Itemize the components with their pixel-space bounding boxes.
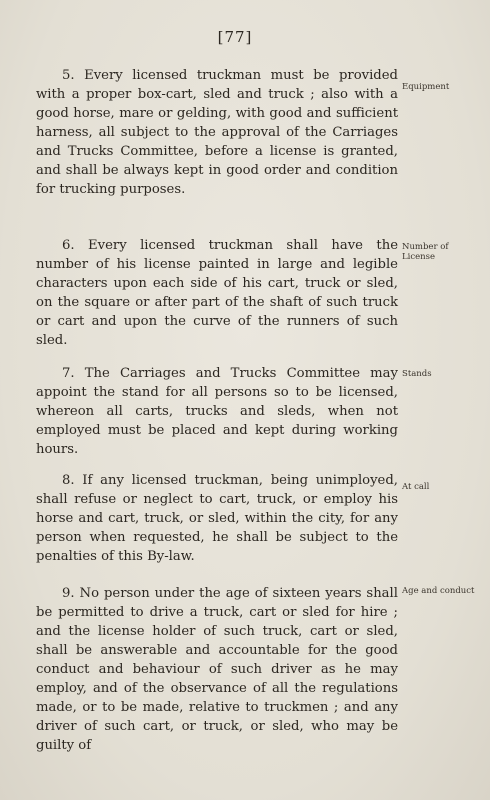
margin-note-equipment: Equipment [402,82,450,92]
margin-note-number-of-license: Number of License [402,242,449,262]
paragraph-5 [36,66,398,199]
margin-note-stands: Stands [402,369,432,379]
page-number: [77] [217,28,253,46]
paragraph-6-text: 6. Every licensed truckman shall have the number of his license painted in large and legible characters upon each side of his cart, truck or sled, on the square or after part of the shaft of such truck or cart and upon the curve of the runners of such sled. [36,238,398,348]
paragraph-9-text: 9. No person under the age of sixteen years shall be permitted to drive a truck, cart or sled for hire ; and the license holder of such truck, cart or sled, shall be answerable and accountable for the good conduct and behaviour of such driver as he may employ, and of the observance of all the regulations made, or to be made, relative to truckmen ; and any driver of such cart, or truck, or sled, who may be guilty of [36,586,398,753]
paragraph-7-text: 7. The Carriages and Trucks Committee may appoint the stand for all persons so to be licensed, whereon all carts, trucks and sleds, when not employed must be placed and kept during working hours. [36,366,398,457]
paragraph-5-text: 5. Every licensed truckman must be provided with a proper box-cart, sled and truck ; also with a good horse, mare or gelding, with good and sufficient harness, all subject to the approval of the Carriages and Trucks Committee, before a license is granted, and shall be always kept in good order and condition for trucking purposes. [36,68,398,197]
paragraph-6 [36,236,398,350]
paragraph-8-text: 8. If any licensed truckman, being unimployed, shall refuse or neglect to cart, truck, or employ his horse and cart, truck, or sled, within the city, for any person when requested, he shall be subject to the penalties of this By-law. [36,473,398,564]
paragraph-8 [36,471,398,566]
paragraph-7 [36,364,398,459]
margin-note-at-call: At call [402,482,430,492]
paragraph-9 [36,584,398,755]
margin-note-age-and-conduct: Age and conduct [402,586,475,596]
